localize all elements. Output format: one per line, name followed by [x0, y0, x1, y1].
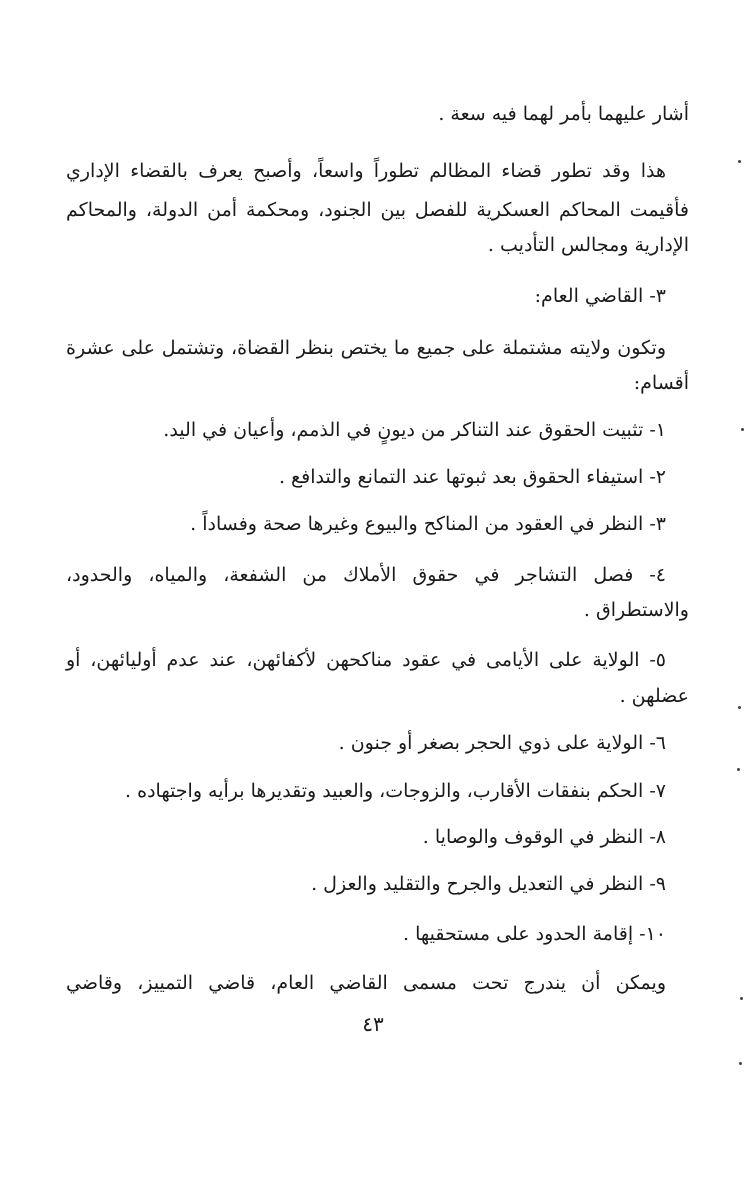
page-number: ٤٣	[362, 1012, 384, 1036]
paragraph-line: فأقيمت المحاكم العسكرية للفصل بين الجنود، ومحكمة أمن الدولة، والمحاكم	[66, 199, 689, 221]
list-item: ١- تثبيت الحقوق عند التناكر من ديونٍ في الذمم، وأعيان في اليد.	[163, 419, 666, 441]
text-line: أشار عليهما بأمر لهما فيه سعة .	[438, 103, 689, 125]
paragraph-line: وتكون ولايته مشتملة على جميع ما يختص بنظر القضاة، وتشتمل على عشرة	[66, 337, 666, 359]
paragraph-line: أقسام:	[633, 372, 689, 394]
list-item-continuation: والاستطراق .	[583, 599, 689, 621]
scan-speck	[738, 160, 741, 163]
list-item: ٥- الولاية على الأيامى في عقود مناكحهن لأكفائهن، عند عدم أوليائهن، أو	[66, 649, 666, 671]
paragraph-line: الإدارية ومجالس التأديب .	[487, 234, 689, 256]
scan-speck	[740, 997, 743, 1000]
list-item: ٧- الحكم بنفقات الأقارب، والزوجات، والعبيد وتقديرها برأيه واجتهاده .	[125, 780, 666, 802]
section-heading: ٣- القاضي العام:	[534, 285, 666, 307]
scan-speck	[737, 768, 740, 771]
list-item-continuation: عضلهن .	[619, 685, 689, 707]
list-item: ٩- النظر في التعديل والجرح والتقليد والعزل .	[311, 873, 666, 895]
scan-speck	[741, 428, 744, 431]
paragraph-line: هذا وقد تطور قضاء المظالم تطوراً واسعاً، وأصبح يعرف بالقضاء الإداري	[66, 160, 666, 182]
list-item: ٢- استيفاء الحقوق بعد ثبوتها عند التمانع والتدافع .	[278, 466, 666, 488]
list-item: ٤- فصل التشاجر في حقوق الأملاك من الشفعة، والمياه، والحدود،	[66, 564, 666, 586]
scan-speck	[738, 706, 741, 709]
scan-speck	[739, 1062, 742, 1065]
list-item: ٨- النظر في الوقوف والوصايا .	[422, 826, 666, 848]
list-item: ٦- الولاية على ذوي الحجر بصغر أو جنون .	[338, 732, 666, 754]
list-item: ١٠- إقامة الحدود على مستحقيها .	[402, 923, 666, 945]
list-item: ٣- النظر في العقود من المناكح والبيوع وغيرها صحة وفساداً .	[190, 513, 666, 535]
paragraph-line: ويمكن أن يندرج تحت مسمى القاضي العام، قاضي التمييز، وقاضي	[66, 972, 666, 994]
